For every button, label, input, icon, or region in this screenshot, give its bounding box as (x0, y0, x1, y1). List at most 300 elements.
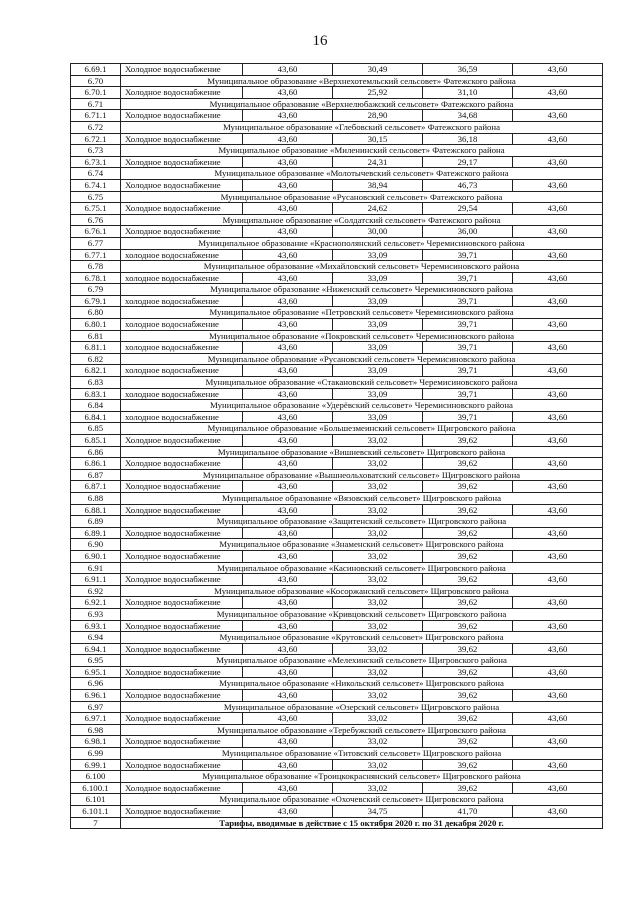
tariff-value: 43,60 (243, 713, 333, 725)
tariff-row (71, 156, 603, 168)
tariff-value: 43,60 (243, 435, 333, 447)
tariff-value: 33,09 (333, 319, 423, 331)
tariff-value: 43,60 (513, 388, 603, 400)
tariff-value: 33,09 (333, 249, 423, 261)
municipality-name: Муниципальное образование «Вязовский сельсовет» Щигровского района (121, 492, 603, 504)
row-number: 6.89.1 (71, 527, 121, 539)
tariff-value: 43,60 (513, 203, 603, 215)
tariff-row (71, 759, 603, 771)
municipality-row (71, 492, 603, 504)
municipality-name: Муниципальное образование «Крутовский сельсовет» Щигровского района (121, 632, 603, 644)
row-number: 6.74 (71, 168, 121, 180)
row-number: 6.101.1 (71, 806, 121, 818)
municipality-name: Муниципальное образование «Русановский сельсовет» Фатежского района (121, 191, 603, 203)
tariff-value: 43,60 (513, 481, 603, 493)
municipality-row (71, 632, 603, 644)
row-number: 6.70.1 (71, 87, 121, 99)
tariff-value: 33,02 (333, 736, 423, 748)
municipality-name: Муниципальное образование «Озерский сельсовет» Щигровского района (121, 701, 603, 713)
tariff-row (71, 481, 603, 493)
tariff-row (71, 87, 603, 99)
service-name: Холодное водоснабжение (121, 690, 243, 702)
service-name: Холодное водоснабжение (121, 110, 243, 122)
municipality-name: Муниципальное образование «Ниженский сельсовет» Черемисиновского района (121, 284, 603, 296)
municipality-name: Муниципальное образование «Петровский сельсовет» Черемисиновского района (121, 307, 603, 319)
row-number: 6.97.1 (71, 713, 121, 725)
row-number: 6.88 (71, 492, 121, 504)
tariff-value: 33,02 (333, 666, 423, 678)
tariff-value: 33,02 (333, 690, 423, 702)
row-number: 6.86.1 (71, 458, 121, 470)
tariff-row (71, 782, 603, 794)
tariff-value: 34,75 (333, 806, 423, 818)
tariff-value: 43,60 (243, 272, 333, 284)
tariff-value: 39,62 (423, 504, 513, 516)
row-number: 6.72.1 (71, 133, 121, 145)
tariff-value: 29,17 (423, 156, 513, 168)
tariff-value: 43,60 (513, 179, 603, 191)
service-name: Холодное водоснабжение (121, 736, 243, 748)
service-name: Холодное водоснабжение (121, 226, 243, 238)
tariff-value: 39,62 (423, 550, 513, 562)
tariff-value: 39,62 (423, 458, 513, 470)
row-number: 6.73.1 (71, 156, 121, 168)
municipality-name: Муниципальное образование «Никольский сельсовет» Щигровского района (121, 678, 603, 690)
municipality-row (71, 284, 603, 296)
row-number: 6.94.1 (71, 643, 121, 655)
row-number: 6.92.1 (71, 597, 121, 609)
tariff-value: 43,60 (513, 435, 603, 447)
row-number: 6.89 (71, 516, 121, 528)
row-number: 6.93.1 (71, 620, 121, 632)
row-number: 6.101 (71, 794, 121, 806)
tariff-row (71, 64, 603, 76)
tariff-row (71, 550, 603, 562)
municipality-row (71, 261, 603, 273)
tariff-value: 43,60 (243, 64, 333, 76)
service-name: Холодное водоснабжение (121, 481, 243, 493)
tariff-value: 33,02 (333, 550, 423, 562)
tariff-value: 24,62 (333, 203, 423, 215)
row-number: 6.98 (71, 724, 121, 736)
tariff-row (71, 272, 603, 284)
row-number: 6.90 (71, 539, 121, 551)
row-number: 6.84.1 (71, 411, 121, 423)
row-number: 6.93 (71, 608, 121, 620)
tariff-value: 39,62 (423, 782, 513, 794)
tariff-value: 29,54 (423, 203, 513, 215)
municipality-name: Муниципальное образование «Краснополянский сельсовет» Черемисиновского района (121, 237, 603, 249)
tariff-value: 33,09 (333, 272, 423, 284)
tariff-value: 33,09 (333, 411, 423, 423)
row-number: 6.76.1 (71, 226, 121, 238)
row-number: 6.92 (71, 585, 121, 597)
tariff-value: 43,60 (243, 736, 333, 748)
tariff-row (71, 249, 603, 261)
municipality-name: Муниципальное образование «Миленинский сельсовет» Фатежского района (121, 145, 603, 157)
municipality-row (71, 585, 603, 597)
row-number: 6.86 (71, 446, 121, 458)
tariff-row (71, 110, 603, 122)
row-number: 6.96 (71, 678, 121, 690)
municipality-row (71, 724, 603, 736)
tariff-value: 39,71 (423, 411, 513, 423)
tariff-value: 39,62 (423, 620, 513, 632)
service-name: Холодное водоснабжение (121, 435, 243, 447)
service-name: Холодное водоснабжение (121, 156, 243, 168)
tariff-value: 43,60 (513, 272, 603, 284)
tariff-value: 43,60 (513, 690, 603, 702)
municipality-name: Муниципальное образование «Вишневский сельсовет» Щигровского района (121, 446, 603, 458)
municipality-row (71, 75, 603, 87)
service-name: Холодное водоснабжение (121, 759, 243, 771)
tariff-value: 33,02 (333, 597, 423, 609)
municipality-row (71, 516, 603, 528)
tariff-value: 33,02 (333, 458, 423, 470)
tariff-value: 43,60 (243, 550, 333, 562)
tariff-value: 30,49 (333, 64, 423, 76)
row-number: 6.99 (71, 748, 121, 760)
tariff-value: 43,60 (513, 736, 603, 748)
tariff-value: 39,62 (423, 643, 513, 655)
tariff-row (71, 806, 603, 818)
row-number: 6.95.1 (71, 666, 121, 678)
tariff-value: 43,60 (243, 782, 333, 794)
tariff-value: 43,60 (513, 504, 603, 516)
row-number: 6.82.1 (71, 365, 121, 377)
tariff-row (71, 226, 603, 238)
municipality-name: Муниципальное образование «Верхнелюбажский сельсовет» Фатежского района (121, 98, 603, 110)
municipality-row (71, 469, 603, 481)
row-number: 6.79 (71, 284, 121, 296)
tariff-value: 39,71 (423, 388, 513, 400)
service-name: Холодное водоснабжение (121, 620, 243, 632)
tariff-row (71, 574, 603, 586)
tariff-value: 43,60 (243, 690, 333, 702)
service-name: Холодное водоснабжение (121, 782, 243, 794)
row-number: 6.72 (71, 121, 121, 133)
row-number: 6.75.1 (71, 203, 121, 215)
service-name: холодное водоснабжение (121, 272, 243, 284)
row-number: 6.81.1 (71, 342, 121, 354)
municipality-row (71, 771, 603, 783)
municipality-name: Муниципальное образование «Стакановский сельсовет» Черемисиновского района (121, 377, 603, 389)
tariff-value: 43,60 (513, 713, 603, 725)
row-number: 6.70 (71, 75, 121, 87)
tariff-value: 43,60 (243, 203, 333, 215)
row-number: 6.99.1 (71, 759, 121, 771)
tariff-value: 39,71 (423, 249, 513, 261)
tariff-value: 43,60 (243, 620, 333, 632)
tariff-value: 39,62 (423, 736, 513, 748)
tariff-value: 43,60 (513, 527, 603, 539)
tariff-value: 36,00 (423, 226, 513, 238)
tariff-row (71, 666, 603, 678)
tariff-value: 43,60 (243, 458, 333, 470)
municipality-name: Муниципальное образование «Русановский сельсовет» Черемисиновского района (121, 353, 603, 365)
tariff-value: 33,02 (333, 759, 423, 771)
tariff-value: 39,71 (423, 342, 513, 354)
tariff-value: 33,02 (333, 620, 423, 632)
row-number: 6.75 (71, 191, 121, 203)
municipality-name: Муниципальное образование «Глебовский сельсовет» Фатежского района (121, 121, 603, 133)
tariff-value: 25,92 (333, 87, 423, 99)
service-name: холодное водоснабжение (121, 319, 243, 331)
row-number: 6.90.1 (71, 550, 121, 562)
tariff-value: 38,94 (333, 179, 423, 191)
row-number: 6.85.1 (71, 435, 121, 447)
tariff-value: 33,02 (333, 574, 423, 586)
tariff-value: 33,02 (333, 504, 423, 516)
municipality-name: Муниципальное образование «Охочевский сельсовет» Щигровского района (121, 794, 603, 806)
row-number: 6.95 (71, 655, 121, 667)
municipality-row (71, 423, 603, 435)
tariff-value: 43,60 (243, 388, 333, 400)
tariff-value: 43,60 (243, 226, 333, 238)
row-number: 6.85 (71, 423, 121, 435)
tariff-value: 43,60 (513, 411, 603, 423)
tariff-value: 43,60 (243, 295, 333, 307)
service-name: Холодное водоснабжение (121, 550, 243, 562)
tariff-value: 43,60 (243, 643, 333, 655)
tariff-value: 43,60 (513, 574, 603, 586)
tariff-value: 43,60 (243, 179, 333, 191)
tariff-row (71, 365, 603, 377)
service-name: холодное водоснабжение (121, 365, 243, 377)
tariff-value: 46,73 (423, 179, 513, 191)
service-name: холодное водоснабжение (121, 295, 243, 307)
service-name: Холодное водоснабжение (121, 574, 243, 586)
tariff-value: 43,60 (243, 110, 333, 122)
municipality-row (71, 191, 603, 203)
municipality-name: Муниципальное образование «Солдатский сельсовет» Фатежского района (121, 214, 603, 226)
tariff-value: 43,60 (513, 133, 603, 145)
tariff-value: 33,02 (333, 713, 423, 725)
row-number: 7 (71, 817, 121, 829)
municipality-row (71, 446, 603, 458)
row-number: 6.79.1 (71, 295, 121, 307)
row-number: 6.74.1 (71, 179, 121, 191)
municipality-row (71, 794, 603, 806)
tariff-row (71, 643, 603, 655)
municipality-row (71, 400, 603, 412)
tariff-row (71, 504, 603, 516)
service-name: Холодное водоснабжение (121, 133, 243, 145)
tariff-value: 33,02 (333, 481, 423, 493)
tariff-row (71, 319, 603, 331)
row-number: 6.88.1 (71, 504, 121, 516)
tariff-row (71, 295, 603, 307)
municipality-row (71, 539, 603, 551)
row-number: 6.73 (71, 145, 121, 157)
tariff-row (71, 388, 603, 400)
row-number: 6.83 (71, 377, 121, 389)
tariff-value: 36,59 (423, 64, 513, 76)
tariff-value: 39,62 (423, 666, 513, 678)
tariff-value: 43,60 (513, 249, 603, 261)
service-name: холодное водоснабжение (121, 249, 243, 261)
row-number: 6.80 (71, 307, 121, 319)
tariff-value: 43,60 (243, 87, 333, 99)
tariff-row (71, 690, 603, 702)
row-number: 6.77.1 (71, 249, 121, 261)
tariff-value: 43,60 (513, 64, 603, 76)
row-number: 6.81 (71, 330, 121, 342)
row-number: 6.80.1 (71, 319, 121, 331)
section-heading-row (71, 817, 603, 829)
tariff-value: 39,62 (423, 481, 513, 493)
tariff-value: 43,60 (243, 527, 333, 539)
tariff-value: 36,18 (423, 133, 513, 145)
tariff-value: 33,09 (333, 295, 423, 307)
row-number: 6.91 (71, 562, 121, 574)
tariff-value: 28,90 (333, 110, 423, 122)
municipality-row (71, 701, 603, 713)
row-number: 6.84 (71, 400, 121, 412)
tariff-value: 31,10 (423, 87, 513, 99)
tariff-value: 43,60 (243, 156, 333, 168)
service-name: Холодное водоснабжение (121, 643, 243, 655)
tariff-row (71, 713, 603, 725)
tariff-value: 39,71 (423, 295, 513, 307)
row-number: 6.83.1 (71, 388, 121, 400)
service-name: Холодное водоснабжение (121, 203, 243, 215)
tariff-value: 43,60 (513, 295, 603, 307)
municipality-row (71, 353, 603, 365)
tariff-value: 43,60 (513, 226, 603, 238)
tariff-value: 33,09 (333, 365, 423, 377)
tariff-value: 30,00 (333, 226, 423, 238)
service-name: Холодное водоснабжение (121, 597, 243, 609)
municipality-name: Муниципальное образование «Верхнехотемльский сельсовет» Фатежского района (121, 75, 603, 87)
tariff-row (71, 342, 603, 354)
tariff-value: 30,15 (333, 133, 423, 145)
tariff-value: 43,60 (513, 458, 603, 470)
tariff-value: 43,60 (243, 319, 333, 331)
municipality-row (71, 168, 603, 180)
row-number: 6.100 (71, 771, 121, 783)
service-name: Холодное водоснабжение (121, 666, 243, 678)
municipality-row (71, 237, 603, 249)
municipality-name: Муниципальное образование «Покровский сельсовет» Черемисиновского района (121, 330, 603, 342)
service-name: Холодное водоснабжение (121, 504, 243, 516)
municipality-row (71, 330, 603, 342)
row-number: 6.77 (71, 237, 121, 249)
tariff-value: 39,62 (423, 574, 513, 586)
tariff-value: 24,31 (333, 156, 423, 168)
municipality-row (71, 678, 603, 690)
tariff-value: 33,02 (333, 435, 423, 447)
row-number: 6.76 (71, 214, 121, 226)
municipality-name: Муниципальное образование «Косоржанский сельсовет» Щигровского района (121, 585, 603, 597)
tariff-value: 39,71 (423, 319, 513, 331)
tariff-row (71, 411, 603, 423)
tariff-value: 43,60 (243, 342, 333, 354)
service-name: холодное водоснабжение (121, 411, 243, 423)
tariff-value: 43,60 (243, 806, 333, 818)
tariff-value: 39,62 (423, 759, 513, 771)
service-name: холодное водоснабжение (121, 342, 243, 354)
tariff-value: 43,60 (513, 666, 603, 678)
tariff-value: 33,02 (333, 643, 423, 655)
tariff-value: 43,60 (513, 550, 603, 562)
municipality-row (71, 748, 603, 760)
tariff-value: 43,60 (243, 759, 333, 771)
service-name: Холодное водоснабжение (121, 806, 243, 818)
row-number: 6.78.1 (71, 272, 121, 284)
tariff-row (71, 597, 603, 609)
row-number: 6.78 (71, 261, 121, 273)
municipality-name: Муниципальное образование «Вышнеольховатский сельсовет» Щигровского района (121, 469, 603, 481)
row-number: 6.94 (71, 632, 121, 644)
service-name: Холодное водоснабжение (121, 87, 243, 99)
tariff-row (71, 620, 603, 632)
municipality-name: Муниципальное образование «Мелехинский сельсовет» Щигровского района (121, 655, 603, 667)
municipality-row (71, 307, 603, 319)
municipality-name: Муниципальное образование «Удерёвский сельсовет» Черемисиновского района (121, 400, 603, 412)
tariff-value: 43,60 (243, 666, 333, 678)
service-name: холодное водоснабжение (121, 388, 243, 400)
tariff-value: 43,60 (243, 504, 333, 516)
tariff-value: 43,60 (243, 365, 333, 377)
row-number: 6.87 (71, 469, 121, 481)
tariff-value: 43,60 (243, 133, 333, 145)
tariff-value: 43,60 (513, 365, 603, 377)
municipality-row (71, 121, 603, 133)
tariff-value: 43,60 (243, 411, 333, 423)
municipality-name: Муниципальное образование «Большезмеинский сельсовет» Щигровского района (121, 423, 603, 435)
municipality-name: Муниципальное образование «Молотычевский сельсовет» Фатежского района (121, 168, 603, 180)
tariff-value: 43,60 (513, 319, 603, 331)
tariff-value: 39,62 (423, 527, 513, 539)
tariff-row (71, 203, 603, 215)
municipality-row (71, 214, 603, 226)
tariff-row (71, 527, 603, 539)
municipality-name: Муниципальное образование «Кривцовский сельсовет» Щигровского района (121, 608, 603, 620)
tariff-value: 39,71 (423, 272, 513, 284)
service-name: Холодное водоснабжение (121, 64, 243, 76)
tariff-value: 39,71 (423, 365, 513, 377)
municipality-row (71, 145, 603, 157)
tariff-value: 39,62 (423, 597, 513, 609)
municipality-name: Муниципальное образование «Троицкокраснянский сельсовет» Щигровского района (121, 771, 603, 783)
tariff-row (71, 435, 603, 447)
tariff-value: 43,60 (513, 597, 603, 609)
tariff-value: 43,60 (513, 782, 603, 794)
row-number: 6.87.1 (71, 481, 121, 493)
service-name: Холодное водоснабжение (121, 527, 243, 539)
tariff-value: 39,62 (423, 690, 513, 702)
tariff-value: 33,09 (333, 388, 423, 400)
tariff-value: 43,60 (243, 481, 333, 493)
municipality-name: Муниципальное образование «Теребужский сельсовет» Щигровского района (121, 724, 603, 736)
tariff-value: 43,60 (243, 597, 333, 609)
tariff-value: 43,60 (513, 87, 603, 99)
row-number: 6.91.1 (71, 574, 121, 586)
tariff-value: 39,62 (423, 435, 513, 447)
municipality-name: Муниципальное образование «Михайловский сельсовет» Черемисиновского района (121, 261, 603, 273)
tariff-value: 34,68 (423, 110, 513, 122)
service-name: Холодное водоснабжение (121, 713, 243, 725)
page-number: 16 (312, 33, 328, 49)
municipality-name: Муниципальное образование «Касиновский сельсовет» Щигровского района (121, 562, 603, 574)
row-number: 6.96.1 (71, 690, 121, 702)
tariff-row (71, 133, 603, 145)
municipality-name: Муниципальное образование «Знаменский сельсовет» Щигровского района (121, 539, 603, 551)
row-number: 6.98.1 (71, 736, 121, 748)
section-heading: Тарифы, вводимые в действие с 15 октября 2020 г. по 31 декабря 2020 г. (121, 817, 603, 829)
municipality-row (71, 608, 603, 620)
